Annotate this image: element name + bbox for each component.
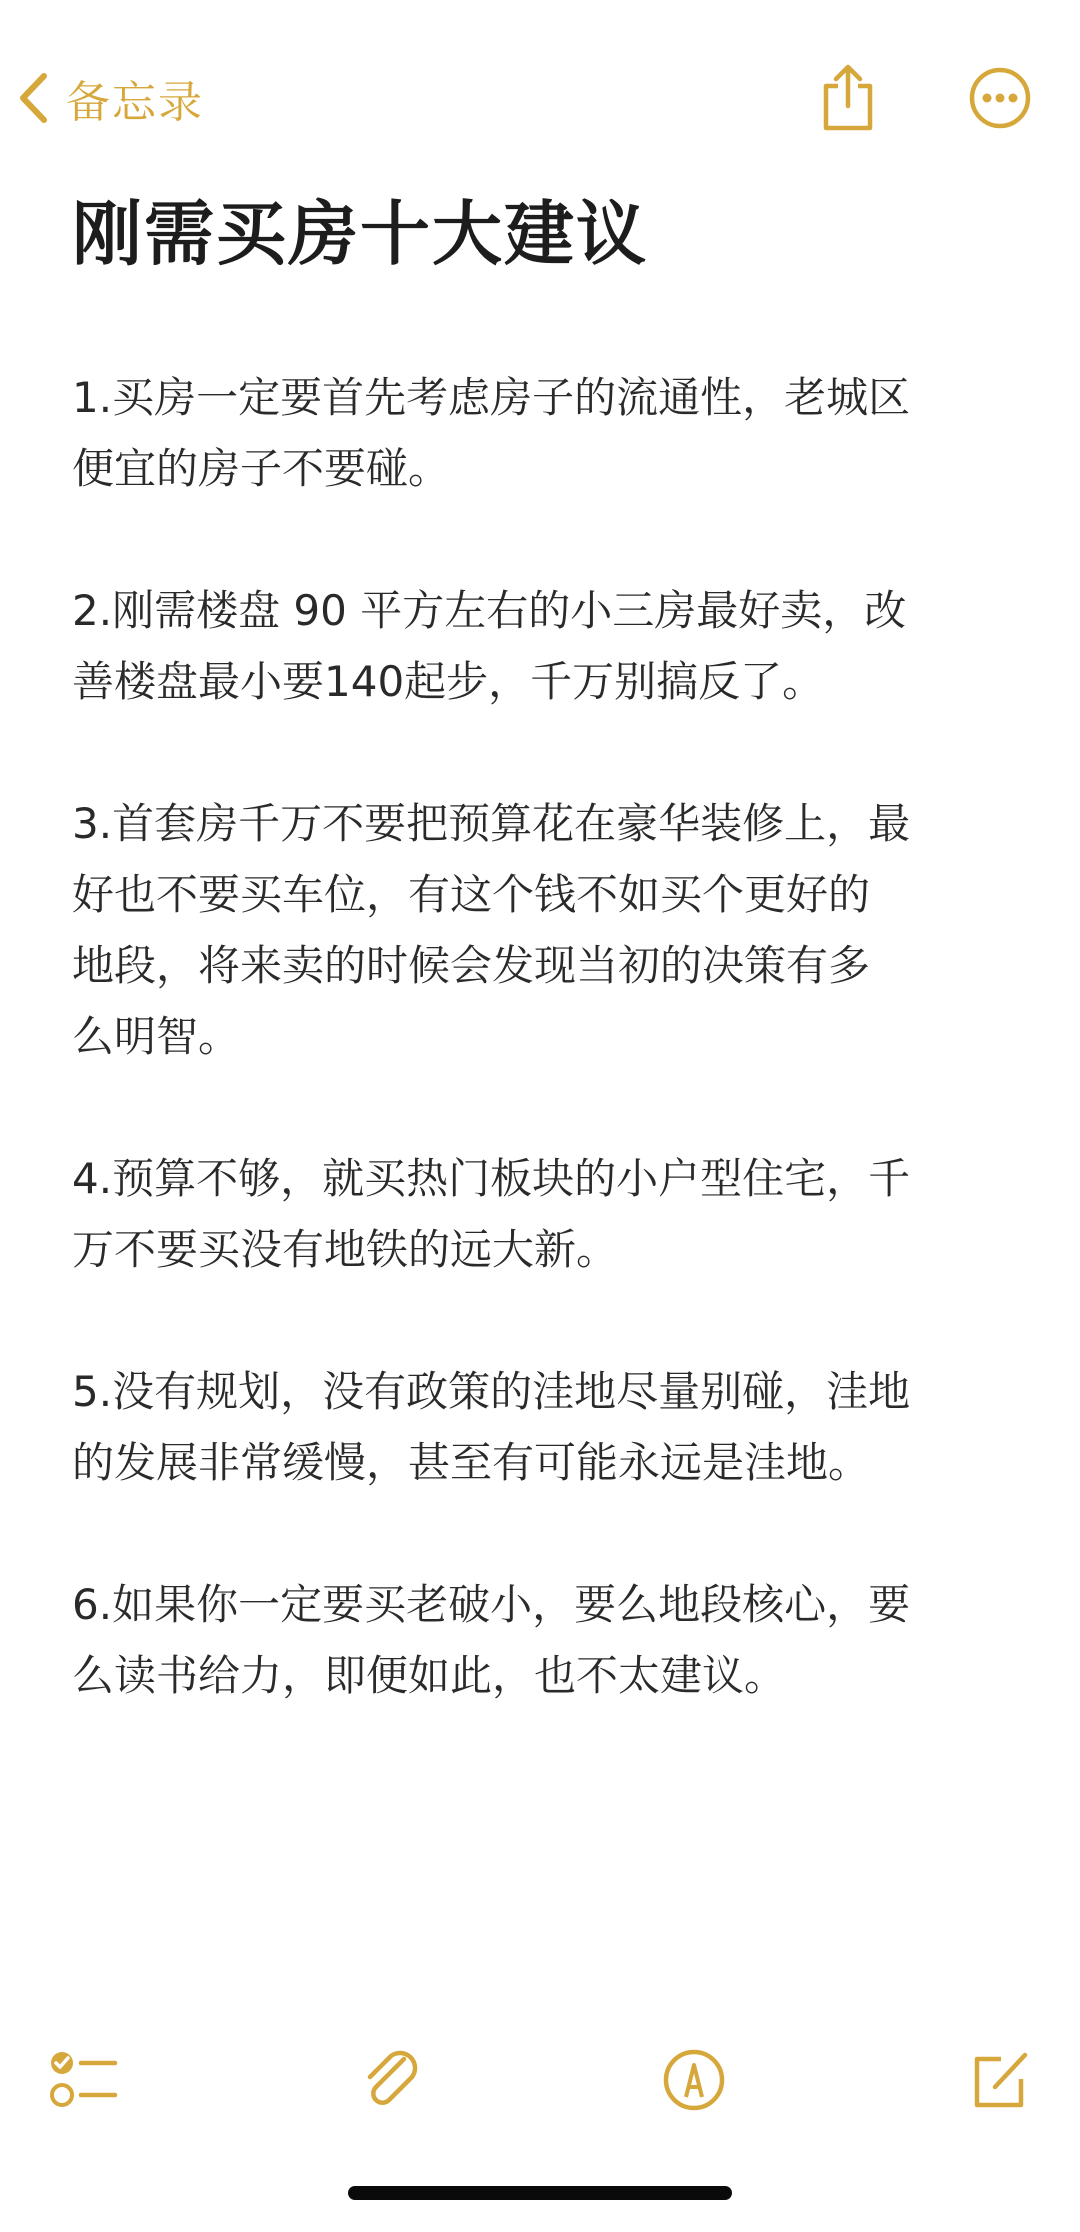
- note-line: 6.如果你一定要买老破小，要么地段核心，要: [72, 1580, 911, 1629]
- chevron-left-icon: [18, 72, 48, 124]
- note-paragraph: [72, 1569, 1012, 1711]
- note-line: 地段，将来卖的时候会发现当初的决策有多: [72, 941, 871, 990]
- note-line: 4.预算不够，就买热门板块的小户型住宅，千: [72, 1154, 911, 1203]
- markup-button[interactable]: [654, 2040, 734, 2120]
- note-paragraph: [72, 362, 1012, 504]
- note-line: 善楼盘最小要140起步，千万别搞反了。: [72, 657, 825, 706]
- note-paragraph: [72, 788, 1012, 1072]
- back-button[interactable]: [18, 62, 204, 134]
- more-button[interactable]: [960, 58, 1040, 138]
- note-line: 么明智。: [72, 1012, 241, 1061]
- back-button-label: 备忘录: [66, 77, 204, 128]
- share-icon: [818, 62, 878, 134]
- note-line: 万不要买没有地铁的远大新。: [72, 1225, 619, 1274]
- more-icon: [968, 66, 1032, 130]
- attach-button[interactable]: [352, 2040, 432, 2120]
- navigation-bar: [0, 0, 1080, 160]
- markup-pen-icon: [661, 2047, 727, 2113]
- note-line: 好也不要买车位，有这个钱不如买个更好的: [72, 870, 871, 919]
- note-body[interactable]: [72, 362, 1012, 1782]
- home-indicator[interactable]: [348, 2186, 732, 2200]
- note-title[interactable]: 刚需买房十大建议: [72, 193, 648, 275]
- note-paragraph: [72, 575, 1012, 717]
- note-line: 的发展非常缓慢，甚至有可能永远是洼地。: [72, 1438, 871, 1487]
- checklist-button[interactable]: [44, 2040, 124, 2120]
- note-line: 1.买房一定要首先考虑房子的流通性，老城区: [72, 373, 911, 422]
- note-paragraph: [72, 1143, 1012, 1285]
- note-line: 5.没有规划，没有政策的洼地尽量别碰，洼地: [72, 1367, 911, 1416]
- paperclip-icon: [360, 2045, 424, 2115]
- compose-button[interactable]: [960, 2040, 1040, 2120]
- note-line: 3.首套房千万不要把预算花在豪华装修上，最: [72, 799, 911, 848]
- compose-icon: [967, 2047, 1033, 2113]
- share-button[interactable]: [808, 58, 888, 138]
- note-line: 么读书给力，即便如此，也不太建议。: [72, 1651, 787, 1700]
- note-line: 2.刚需楼盘 90 平方左右的小三房最好卖，改: [72, 586, 907, 635]
- bottom-toolbar: [0, 2030, 1080, 2130]
- note-paragraph: [72, 1356, 1012, 1498]
- note-line: 便宜的房子不要碰。: [72, 444, 451, 493]
- checklist-icon: [49, 2048, 119, 2112]
